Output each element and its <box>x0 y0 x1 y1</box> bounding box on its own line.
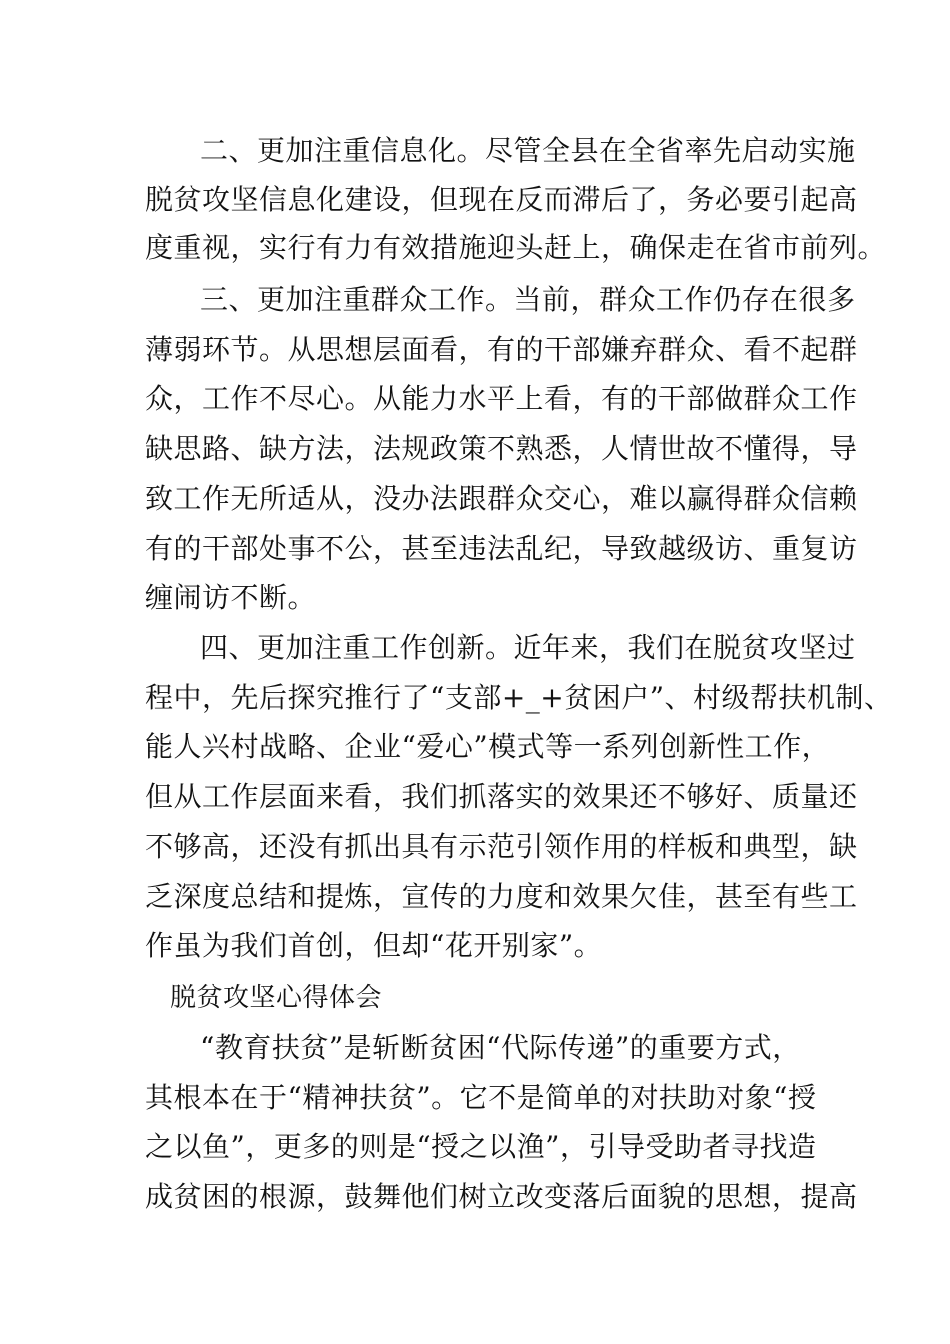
paragraph-line: 四、更加注重工作创新。近年来，我们在脱贫攻坚过 <box>200 631 856 664</box>
paragraph-line: 之以鱼”，更多的则是“授之以渔”，引导受助者寻找造 <box>145 1130 817 1163</box>
paragraph-line: 其根本在于“精神扶贫”。它不是简单的对扶助对象“授 <box>145 1081 817 1114</box>
paragraph-line: 成贫困的根源，鼓舞他们树立改变落后面貌的思想，提高 <box>145 1180 858 1213</box>
paragraph-line: 缺思路、缺方法，法规政策不熟悉，人情世故不懂得，导 <box>145 432 858 465</box>
paragraph-line: 度重视，实行有力有效措施迎头赶上，确保走在省市前列。 <box>145 231 887 264</box>
paragraph-line: 乏深度总结和提炼，宣传的力度和效果欠佳，甚至有些工 <box>145 880 858 913</box>
paragraph-line: 有的干部处事不公，甚至违法乱纪，导致越级访、重复访 <box>145 532 858 565</box>
section-heading: 脱贫攻坚心得体会 <box>170 983 383 1013</box>
paragraph-line: 能人兴村战略、企业“爱心”模式等一系列创新性工作， <box>145 730 831 763</box>
paragraph-line: 众，工作不尽心。从能力水平上看，有的干部做群众工作 <box>145 382 858 415</box>
paragraph-line: 缠闹访不断。 <box>145 581 317 614</box>
paragraph-line: 致工作无所适从，没办法跟群众交心，难以赢得群众信赖 <box>145 482 858 515</box>
paragraph-line: 程中，先后探究推行了“支部+_+贫困户”、村级帮扶机制、 <box>145 681 893 714</box>
paragraph-line: 脱贫攻坚信息化建设，但现在反而滞后了，务必要引起高 <box>145 183 858 216</box>
paragraph-line: 薄弱环节。从思想层面看，有的干部嫌弃群众、看不起群 <box>145 333 858 366</box>
paragraph-line: 不够高，还没有抓出具有示范引领作用的样板和典型，缺 <box>145 830 858 863</box>
paragraph-line: 作虽为我们首创，但却“花开别家”。 <box>145 929 603 962</box>
paragraph-line: 但从工作层面来看，我们抓落实的效果还不够好、质量还 <box>145 780 858 813</box>
paragraph-line: 二、更加注重信息化。尽管全县在全省率先启动实施 <box>200 134 856 167</box>
paragraph-line: 三、更加注重群众工作。当前，群众工作仍存在很多 <box>200 283 856 316</box>
paragraph-line: “教育扶贫”是斩断贫困“代际传递”的重要方式， <box>200 1031 801 1064</box>
